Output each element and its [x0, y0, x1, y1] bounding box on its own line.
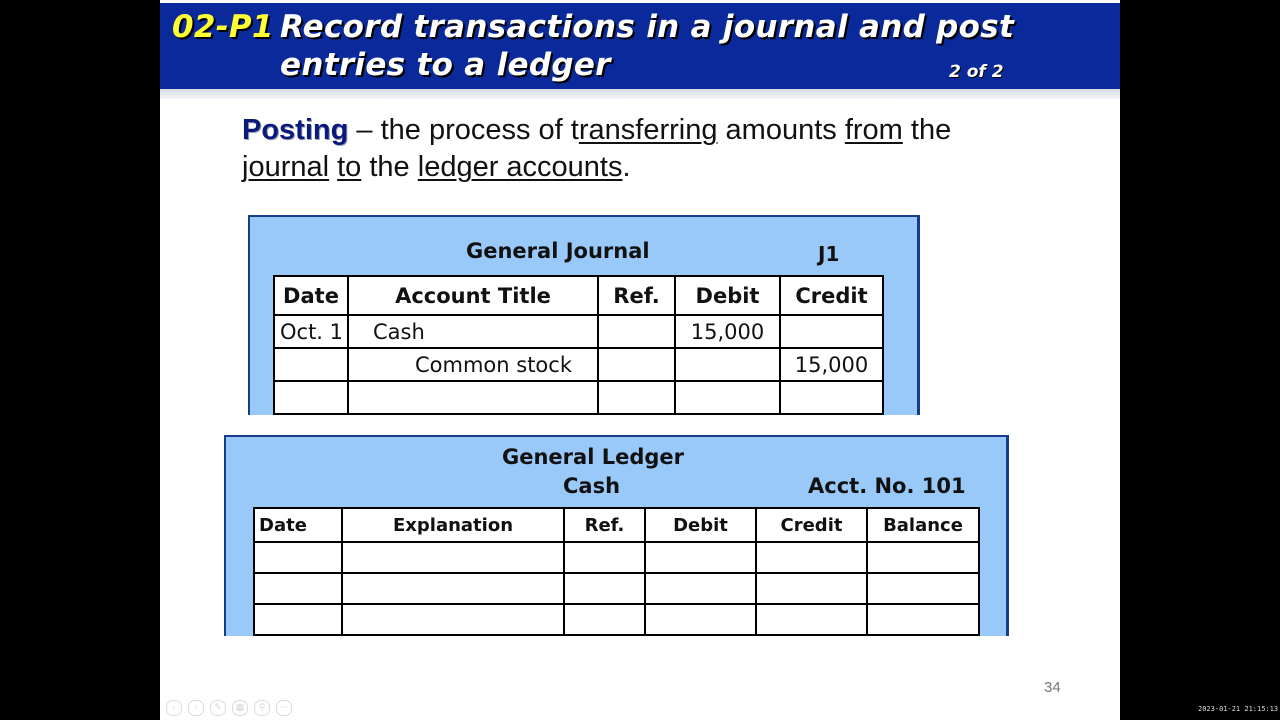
ledger-title: General Ledger	[502, 445, 684, 469]
journal-col-account-title: Account Title	[348, 276, 598, 315]
ledger-account-name: Cash	[563, 474, 621, 498]
general-journal-panel	[248, 215, 920, 415]
journal-cell-credit	[780, 381, 883, 414]
definition-underline-from: from	[844, 114, 903, 146]
ledger-col-ref: Ref.	[564, 508, 645, 542]
slide-player-controls	[166, 700, 292, 716]
table-row	[254, 573, 979, 604]
title-line-2: entries to a ledger	[280, 47, 611, 83]
journal-cell-debit: 15,000	[675, 315, 780, 348]
ledger-col-credit: Credit	[756, 508, 867, 542]
journal-cell-account	[348, 381, 598, 414]
slide-counter: 2 of 2	[949, 62, 1004, 82]
ledger-cell	[342, 573, 564, 604]
journal-number: J1	[818, 242, 840, 266]
journal-cell-account: Cash	[348, 315, 598, 348]
journal-cell-credit	[780, 315, 883, 348]
ledger-cell	[867, 604, 979, 635]
title-bar	[160, 3, 1120, 89]
ledger-cell	[645, 542, 756, 573]
ledger-header-row	[254, 508, 979, 542]
journal-header-row	[274, 276, 883, 315]
ledger-cell	[564, 542, 645, 573]
journal-col-ref: Ref.	[598, 276, 675, 315]
zoom-icon[interactable]: ⚲	[254, 700, 270, 716]
ledger-cell	[867, 573, 979, 604]
ledger-cell	[756, 604, 867, 635]
slides-grid-icon[interactable]: ▦	[232, 700, 248, 716]
ledger-col-date: Date	[254, 508, 342, 542]
journal-col-date: Date	[274, 276, 348, 315]
definition-text	[329, 151, 337, 183]
journal-cell-date	[274, 381, 348, 414]
journal-cell-ref	[598, 381, 675, 414]
definition-text: the	[361, 151, 418, 183]
ledger-cell	[254, 573, 342, 604]
posting-definition	[242, 112, 1062, 186]
definition-underline-transferring: ransferring	[578, 114, 718, 146]
journal-cell-account: Common stock	[348, 348, 598, 381]
definition-text: .	[622, 151, 631, 183]
journal-cell-date: Oct. 1	[274, 315, 348, 348]
definition-underline-journal: journal	[242, 151, 330, 183]
journal-col-debit: Debit	[675, 276, 780, 315]
ledger-cell	[254, 542, 342, 573]
table-row	[254, 542, 979, 573]
page-number: 34	[1044, 679, 1061, 696]
journal-title: General Journal	[466, 239, 650, 263]
journal-col-credit: Credit	[780, 276, 883, 315]
title-code: 02-P1	[172, 9, 274, 45]
ledger-cell	[564, 604, 645, 635]
table-row	[254, 604, 979, 635]
title-divider	[160, 89, 1120, 99]
definition-underline-to: to	[337, 151, 362, 183]
pen-icon[interactable]: ✎	[210, 700, 226, 716]
next-icon[interactable]: ›	[188, 700, 204, 716]
journal-cell-debit	[675, 348, 780, 381]
table-row	[274, 348, 883, 381]
general-ledger-panel	[224, 435, 1009, 636]
ledger-account-number: Acct. No. 101	[808, 474, 966, 498]
slide	[160, 0, 1120, 720]
ledger-cell	[645, 604, 756, 635]
journal-cell-credit: 15,000	[780, 348, 883, 381]
ledger-cell	[756, 573, 867, 604]
ledger-cell	[867, 542, 979, 573]
ledger-cell	[342, 542, 564, 573]
table-row	[274, 381, 883, 414]
ledger-cell	[342, 604, 564, 635]
title-line-1: Record transactions in a journal and post	[280, 9, 1015, 45]
ledger-cell	[564, 573, 645, 604]
journal-cell-ref	[598, 315, 675, 348]
ledger-table	[253, 507, 980, 636]
definition-underline-ledger-accounts: ledger accounts	[417, 151, 623, 183]
journal-cell-date	[274, 348, 348, 381]
journal-cell-debit	[675, 381, 780, 414]
journal-cell-ref	[598, 348, 675, 381]
table-row	[274, 315, 883, 348]
ledger-col-debit: Debit	[645, 508, 756, 542]
recording-timestamp: 2023-01-21 21:15:13	[1198, 705, 1279, 713]
definition-text: – the process of t	[348, 114, 579, 146]
ledger-cell	[756, 542, 867, 573]
definition-text: amounts	[717, 114, 845, 146]
ledger-cell	[254, 604, 342, 635]
definition-text: the	[902, 114, 952, 146]
definition-term: Posting	[242, 114, 349, 146]
ledger-cell	[645, 573, 756, 604]
previous-icon[interactable]: ‹	[166, 700, 182, 716]
more-options-icon[interactable]: ⋯	[276, 700, 292, 716]
ledger-col-explanation: Explanation	[342, 508, 564, 542]
ledger-col-balance: Balance	[867, 508, 979, 542]
journal-table	[273, 275, 884, 415]
